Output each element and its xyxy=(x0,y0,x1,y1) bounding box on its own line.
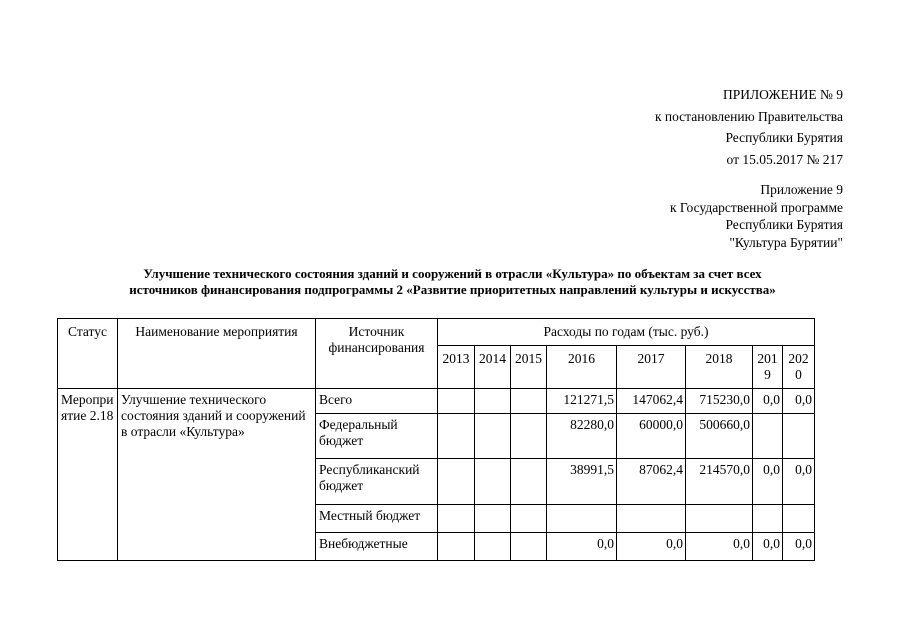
value-cell: 0,0 xyxy=(686,533,753,561)
value-cell: 0,0 xyxy=(753,459,783,505)
value-cell: 147062,4 xyxy=(617,389,686,414)
value-cell xyxy=(511,389,547,414)
title-line-1: Улучшение технического состояния зданий и сооружений в отрасли «Культура» по объектам за счет всех xyxy=(143,266,762,281)
expenses-table xyxy=(57,318,815,561)
header-year: 2013 xyxy=(438,346,475,389)
value-cell xyxy=(783,414,815,459)
value-cell xyxy=(438,459,475,505)
value-cell xyxy=(617,505,686,533)
value-cell: 715230,0 xyxy=(686,389,753,414)
value-cell: 87062,4 xyxy=(617,459,686,505)
source-cell: Внебюджетные xyxy=(316,533,438,561)
status-cell: Мероприятие 2.18 xyxy=(58,389,118,561)
header-source: Источник финансирования xyxy=(316,319,438,389)
value-cell: 0,0 xyxy=(783,533,815,561)
value-cell xyxy=(511,414,547,459)
value-cell: 121271,5 xyxy=(547,389,617,414)
value-cell: 0,0 xyxy=(617,533,686,561)
annex-line-3: Республики Бурятия xyxy=(725,217,843,232)
value-cell xyxy=(511,533,547,561)
approval-line-3: Республики Бурятия xyxy=(725,130,843,145)
value-cell: 60000,0 xyxy=(617,414,686,459)
document-title xyxy=(0,266,905,298)
value-cell: 82280,0 xyxy=(547,414,617,459)
value-cell xyxy=(511,505,547,533)
value-cell xyxy=(511,459,547,505)
value-cell: 0,0 xyxy=(547,533,617,561)
value-cell: 38991,5 xyxy=(547,459,617,505)
approval-line-2: к постановлению Правительства xyxy=(654,108,843,124)
approval-stamp xyxy=(655,84,843,170)
value-cell xyxy=(547,505,617,533)
approval-line-1: ПРИЛОЖЕНИЕ № 9 xyxy=(722,87,843,102)
value-cell xyxy=(438,414,475,459)
header-status: Статус xyxy=(58,319,118,389)
header-year: 2019 xyxy=(753,346,783,389)
approval-line-4: от 15.05.2017 № 217 xyxy=(726,151,843,167)
value-cell xyxy=(475,459,511,505)
value-cell: 500660,0 xyxy=(686,414,753,459)
value-cell: 0,0 xyxy=(753,533,783,561)
header-year: 2017 xyxy=(617,346,686,389)
annex-line-4: "Культура Бурятии" xyxy=(729,234,843,250)
annex-line-2: к Государственной программе xyxy=(669,199,843,215)
value-cell: 214570,0 xyxy=(686,459,753,505)
value-cell xyxy=(475,389,511,414)
value-cell: 0,0 xyxy=(783,459,815,505)
header-name: Наименование мероприятия xyxy=(118,319,316,389)
header-expenses: Расходы по годам (тыс. руб.) xyxy=(438,319,815,346)
value-cell xyxy=(475,505,511,533)
header-year: 2018 xyxy=(686,346,753,389)
header-year: 2020 xyxy=(783,346,815,389)
source-cell: Республиканский бюджет xyxy=(316,459,438,505)
activity-name-cell: Улучшение технического состояния зданий и сооружений в отрасли «Культура» xyxy=(118,389,316,561)
value-cell xyxy=(475,533,511,561)
value-cell xyxy=(438,533,475,561)
annex-line-1: Приложение 9 xyxy=(760,182,843,197)
title-line-2: источников финансирования подпрограммы 2 «Развитие приоритетных направлений культуры и искусства» xyxy=(129,282,776,297)
annex-reference xyxy=(670,181,843,251)
value-cell: 0,0 xyxy=(753,389,783,414)
header-year: 2016 xyxy=(547,346,617,389)
header-year: 2014 xyxy=(475,346,511,389)
value-cell xyxy=(438,389,475,414)
source-cell: Местный бюджет xyxy=(316,505,438,533)
source-cell: Федеральный бюджет xyxy=(316,414,438,459)
value-cell xyxy=(753,505,783,533)
value-cell xyxy=(438,505,475,533)
value-cell xyxy=(475,414,511,459)
header-year: 2015 xyxy=(511,346,547,389)
value-cell xyxy=(753,414,783,459)
source-cell: Всего xyxy=(316,389,438,414)
value-cell xyxy=(686,505,753,533)
value-cell xyxy=(783,505,815,533)
value-cell: 0,0 xyxy=(783,389,815,414)
